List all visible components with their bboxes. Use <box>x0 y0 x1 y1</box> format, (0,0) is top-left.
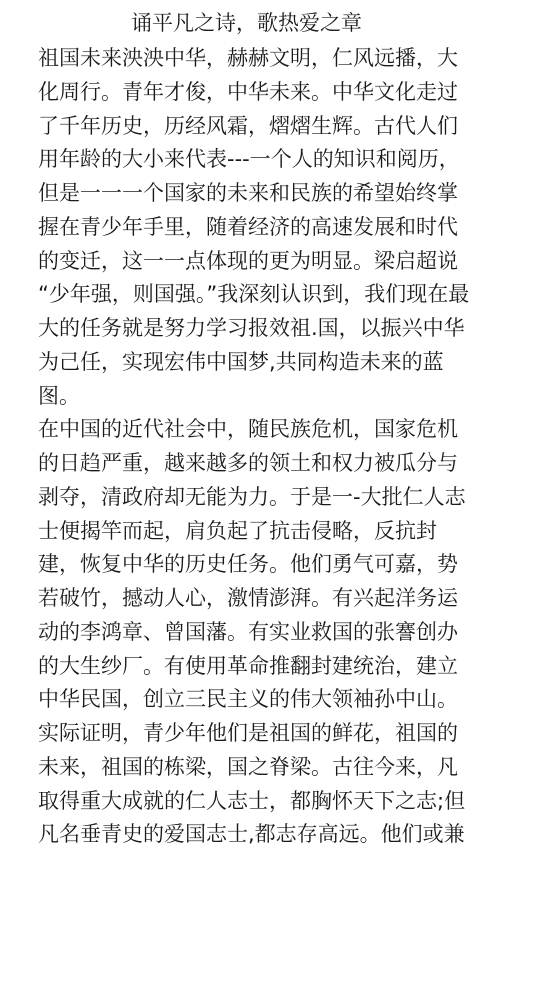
text-line: 动的李鸿章、曾国藩。有实业救国的张謇创办 <box>38 619 458 644</box>
text-line: 的变迁，这一一点体现的更为明显。梁启超说 <box>38 248 458 273</box>
text-line: 为己任，实现宏伟中国梦,共同构造未来的蓝 <box>38 349 444 374</box>
text-line: 大的任务就是努力学习报效祖.国，以振兴中华 <box>38 316 465 340</box>
text-line: 图。 <box>38 383 80 408</box>
text-line: 若破竹，撼动人心，激情澎湃。有兴起洋务运 <box>38 586 458 610</box>
text-line: 化周行。青年才俊，中华未来。中华文化走过 <box>38 79 458 104</box>
text-line: 握在青少年手里，随着经济的高速发展和时代 <box>38 214 458 239</box>
text-line: 建，恢复中华的历史任务。他们勇气可嘉，势 <box>38 552 458 577</box>
text-line: 士便揭竿而起，肩负起了抗击侵略，反抗封 <box>38 518 437 543</box>
text-line: 实际证明，青少年他们是祖国的鲜花，祖国的 <box>38 721 458 745</box>
document-title: 诵平凡之诗，歌热爱之章 <box>131 11 362 35</box>
text-line: “少年强，则国强。”我深刻认识到，我们现在最 <box>38 282 470 307</box>
text-line: 的日趋严重，越来越多的领土和权力被瓜分与 <box>38 451 458 475</box>
text-line: 未来，祖国的栋梁，国之脊梁。古往今来，凡 <box>38 754 458 779</box>
text-line: 用年龄的大小来代表---一个人的知识和阅历， <box>38 147 460 172</box>
text-line: 中华民国，创立三民主义的伟大领袖孙中山。 <box>38 687 458 712</box>
text-line: 但是一一一个国家的未来和民族的希望始终掌 <box>38 181 458 205</box>
text-line: 取得重大成就的仁人志士，都胸怀天下之志;但 <box>38 788 466 813</box>
text-line: 了千年历史，历经风霜，熠熠生辉。古代人们 <box>38 113 458 138</box>
text-line: 在中国的近代社会中，随民族危机，国家危机 <box>38 417 458 442</box>
text-line: 祖国未来泱泱中华，赫赫文明，仁风远播，大 <box>38 46 458 70</box>
text-line: 凡名垂青史的爱国志士,都志存高远。他们或兼 <box>38 822 465 847</box>
document-body <box>38 42 538 852</box>
text-line: 的大生纱厂。有使用革命推翻封建统治，建立 <box>38 653 458 678</box>
text-line: 剥夺，清政府却无能为力。于是一-大批仁人志 <box>38 484 466 509</box>
